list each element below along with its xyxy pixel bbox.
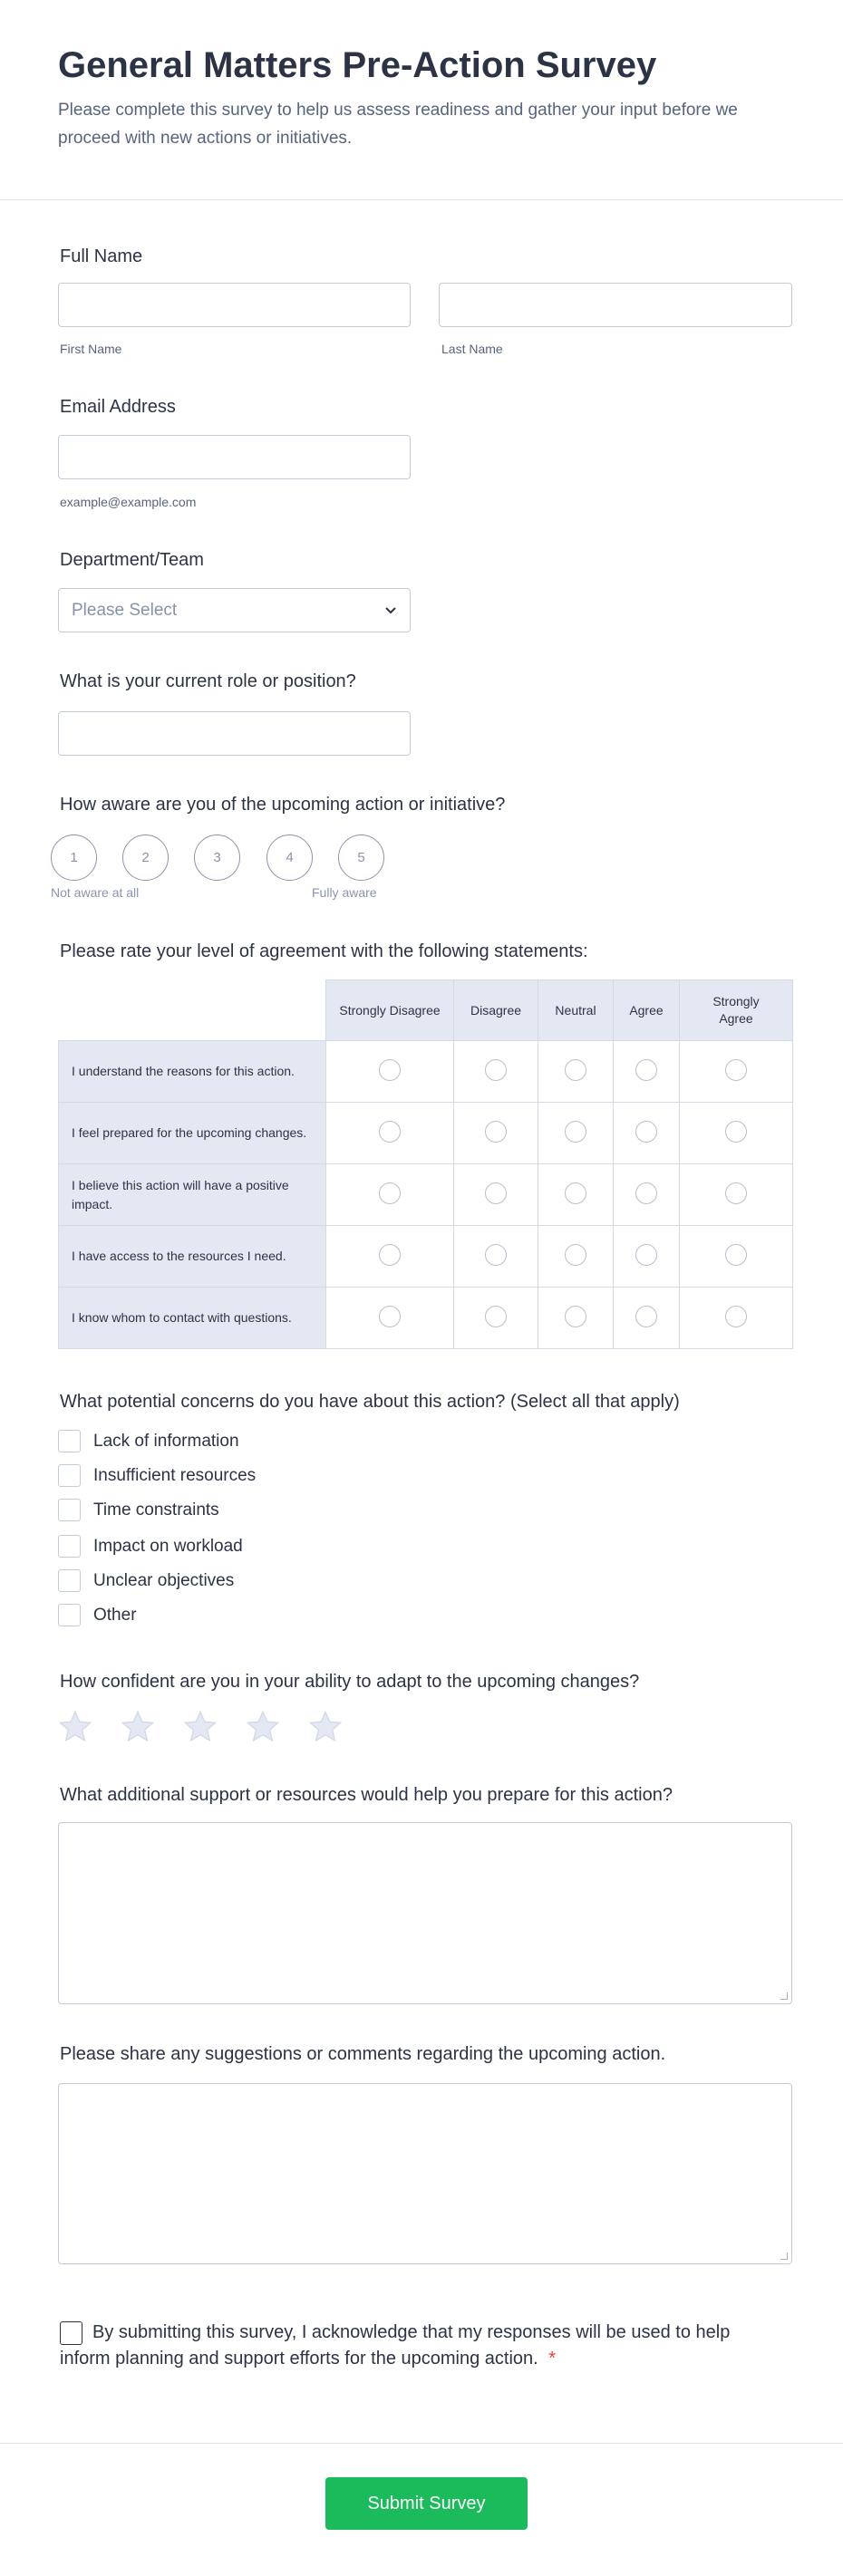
awareness-option-1[interactable]: 1 xyxy=(51,835,97,881)
awareness-label: How aware are you of the upcoming action or initiative? xyxy=(60,795,506,815)
email-input[interactable] xyxy=(58,435,411,479)
department-select[interactable] xyxy=(58,588,411,632)
chevron-down-icon xyxy=(384,606,397,615)
awareness-option-2[interactable]: 2 xyxy=(122,835,169,881)
page-subtitle: Please complete this survey to help us assess readiness and gather your input before we proceed with new actions or initiatives. xyxy=(58,101,738,148)
acknowledge-row xyxy=(60,2320,731,2372)
matrix-radio[interactable] xyxy=(565,1059,586,1081)
concerns-label: What potential concerns do you have about this action? (Select all that apply) xyxy=(60,1392,680,1412)
acknowledge-text: By submitting this survey, I acknowledge that my responses will be used to help inform planning and support efforts for the upcoming action. xyxy=(60,2322,731,2369)
star-rating-icon[interactable] xyxy=(120,1709,156,1750)
matrix-radio[interactable] xyxy=(635,1244,657,1266)
role-input[interactable] xyxy=(58,711,411,756)
matrix-radio[interactable] xyxy=(725,1182,747,1204)
acknowledge-checkbox[interactable] xyxy=(60,2321,82,2345)
matrix-row-label: I have access to the resources I need. xyxy=(59,1226,326,1288)
divider xyxy=(0,2443,843,2444)
awareness-max-label: Fully aware xyxy=(312,885,377,900)
matrix-row xyxy=(59,1226,793,1288)
matrix-row-label: I believe this action will have a positive impact. xyxy=(59,1164,326,1226)
checkbox[interactable] xyxy=(58,1604,81,1626)
first-name-sublabel: First Name xyxy=(60,342,122,356)
matrix-radio[interactable] xyxy=(635,1121,657,1143)
concern-option-label: Lack of information xyxy=(93,1431,239,1451)
matrix-row xyxy=(59,1041,793,1103)
page-title: General Matters Pre-Action Survey xyxy=(58,45,657,85)
matrix-radio[interactable] xyxy=(379,1121,401,1143)
resize-handle-icon[interactable] xyxy=(780,2253,788,2260)
matrix-row-label: I know whom to contact with questions. xyxy=(59,1288,326,1349)
department-placeholder: Please Select xyxy=(72,600,178,620)
matrix-radio[interactable] xyxy=(565,1306,586,1327)
divider xyxy=(0,199,843,200)
agreement-matrix xyxy=(58,979,793,1349)
matrix-row xyxy=(59,1164,793,1226)
first-name-input[interactable] xyxy=(58,283,411,327)
awareness-min-label: Not aware at all xyxy=(51,885,140,900)
star-rating-icon[interactable] xyxy=(245,1709,281,1750)
concern-option[interactable] xyxy=(58,1499,219,1521)
matrix-radio[interactable] xyxy=(635,1306,657,1327)
matrix-col-header: Strongly Agree xyxy=(680,980,793,1041)
concern-option-label: Time constraints xyxy=(93,1500,219,1520)
star-rating-icon[interactable] xyxy=(57,1709,93,1750)
checkbox[interactable] xyxy=(58,1430,81,1452)
department-label: Department/Team xyxy=(60,550,204,570)
matrix-label: Please rate your level of agreement with the following statements: xyxy=(60,941,588,961)
matrix-radio[interactable] xyxy=(725,1059,747,1081)
suggestions-label: Please share any suggestions or comments regarding the upcoming action. xyxy=(60,2044,666,2064)
concern-option[interactable] xyxy=(58,1569,234,1592)
concern-option[interactable] xyxy=(58,1535,243,1558)
matrix-radio[interactable] xyxy=(565,1244,586,1266)
concern-option-label: Insufficient resources xyxy=(93,1465,257,1485)
matrix-radio[interactable] xyxy=(379,1059,401,1081)
matrix-col-header: Agree xyxy=(614,980,680,1041)
submit-button[interactable]: Submit Survey xyxy=(325,2477,528,2530)
matrix-radio[interactable] xyxy=(725,1306,747,1327)
matrix-row-label: I feel prepared for the upcoming changes. xyxy=(59,1103,326,1164)
email-label: Email Address xyxy=(60,397,176,417)
matrix-radio[interactable] xyxy=(379,1306,401,1327)
concern-option[interactable] xyxy=(58,1464,256,1487)
support-label: What additional support or resources would help you prepare for this action? xyxy=(60,1785,673,1805)
role-label: What is your current role or position? xyxy=(60,671,356,691)
full-name-label: Full Name xyxy=(60,246,143,266)
star-rating-icon[interactable] xyxy=(182,1709,218,1750)
suggestions-textarea[interactable] xyxy=(58,2083,792,2264)
awareness-option-5[interactable]: 5 xyxy=(338,835,384,881)
checkbox[interactable] xyxy=(58,1499,81,1521)
matrix-radio[interactable] xyxy=(725,1121,747,1143)
matrix-radio[interactable] xyxy=(485,1121,507,1143)
required-asterisk: * xyxy=(548,2349,557,2369)
matrix-col-header: Disagree xyxy=(454,980,538,1041)
matrix-radio[interactable] xyxy=(379,1182,401,1204)
concern-option-label: Unclear objectives xyxy=(93,1570,235,1590)
matrix-radio[interactable] xyxy=(565,1121,586,1143)
matrix-col-header: Neutral xyxy=(538,980,614,1041)
concern-option-label: Impact on workload xyxy=(93,1536,243,1556)
last-name-input[interactable] xyxy=(439,283,792,327)
matrix-radio[interactable] xyxy=(485,1306,507,1327)
confidence-label: How confident are you in your ability to adapt to the upcoming changes? xyxy=(60,1672,640,1692)
concern-option[interactable] xyxy=(58,1604,137,1626)
matrix-row xyxy=(59,1103,793,1164)
awareness-option-3[interactable]: 3 xyxy=(194,835,240,881)
checkbox[interactable] xyxy=(58,1569,81,1592)
matrix-radio[interactable] xyxy=(635,1182,657,1204)
concern-option[interactable] xyxy=(58,1430,239,1452)
matrix-col-header: Strongly Disagree xyxy=(326,980,454,1041)
awareness-option-4[interactable]: 4 xyxy=(266,835,313,881)
checkbox[interactable] xyxy=(58,1535,81,1558)
matrix-radio[interactable] xyxy=(725,1244,747,1266)
matrix-radio[interactable] xyxy=(485,1182,507,1204)
matrix-radio[interactable] xyxy=(485,1059,507,1081)
matrix-row-label: I understand the reasons for this action. xyxy=(59,1041,326,1103)
matrix-row xyxy=(59,1288,793,1349)
concern-option-label: Other xyxy=(93,1605,137,1625)
matrix-radio[interactable] xyxy=(565,1182,586,1204)
support-textarea[interactable] xyxy=(58,1822,792,2004)
star-rating-icon[interactable] xyxy=(307,1709,344,1750)
matrix-radio[interactable] xyxy=(635,1059,657,1081)
email-sublabel: example@example.com xyxy=(60,495,197,509)
matrix-radio[interactable] xyxy=(379,1244,401,1266)
resize-handle-icon[interactable] xyxy=(780,1992,788,2000)
last-name-sublabel: Last Name xyxy=(441,342,503,356)
matrix-radio[interactable] xyxy=(485,1244,507,1266)
checkbox[interactable] xyxy=(58,1464,81,1487)
